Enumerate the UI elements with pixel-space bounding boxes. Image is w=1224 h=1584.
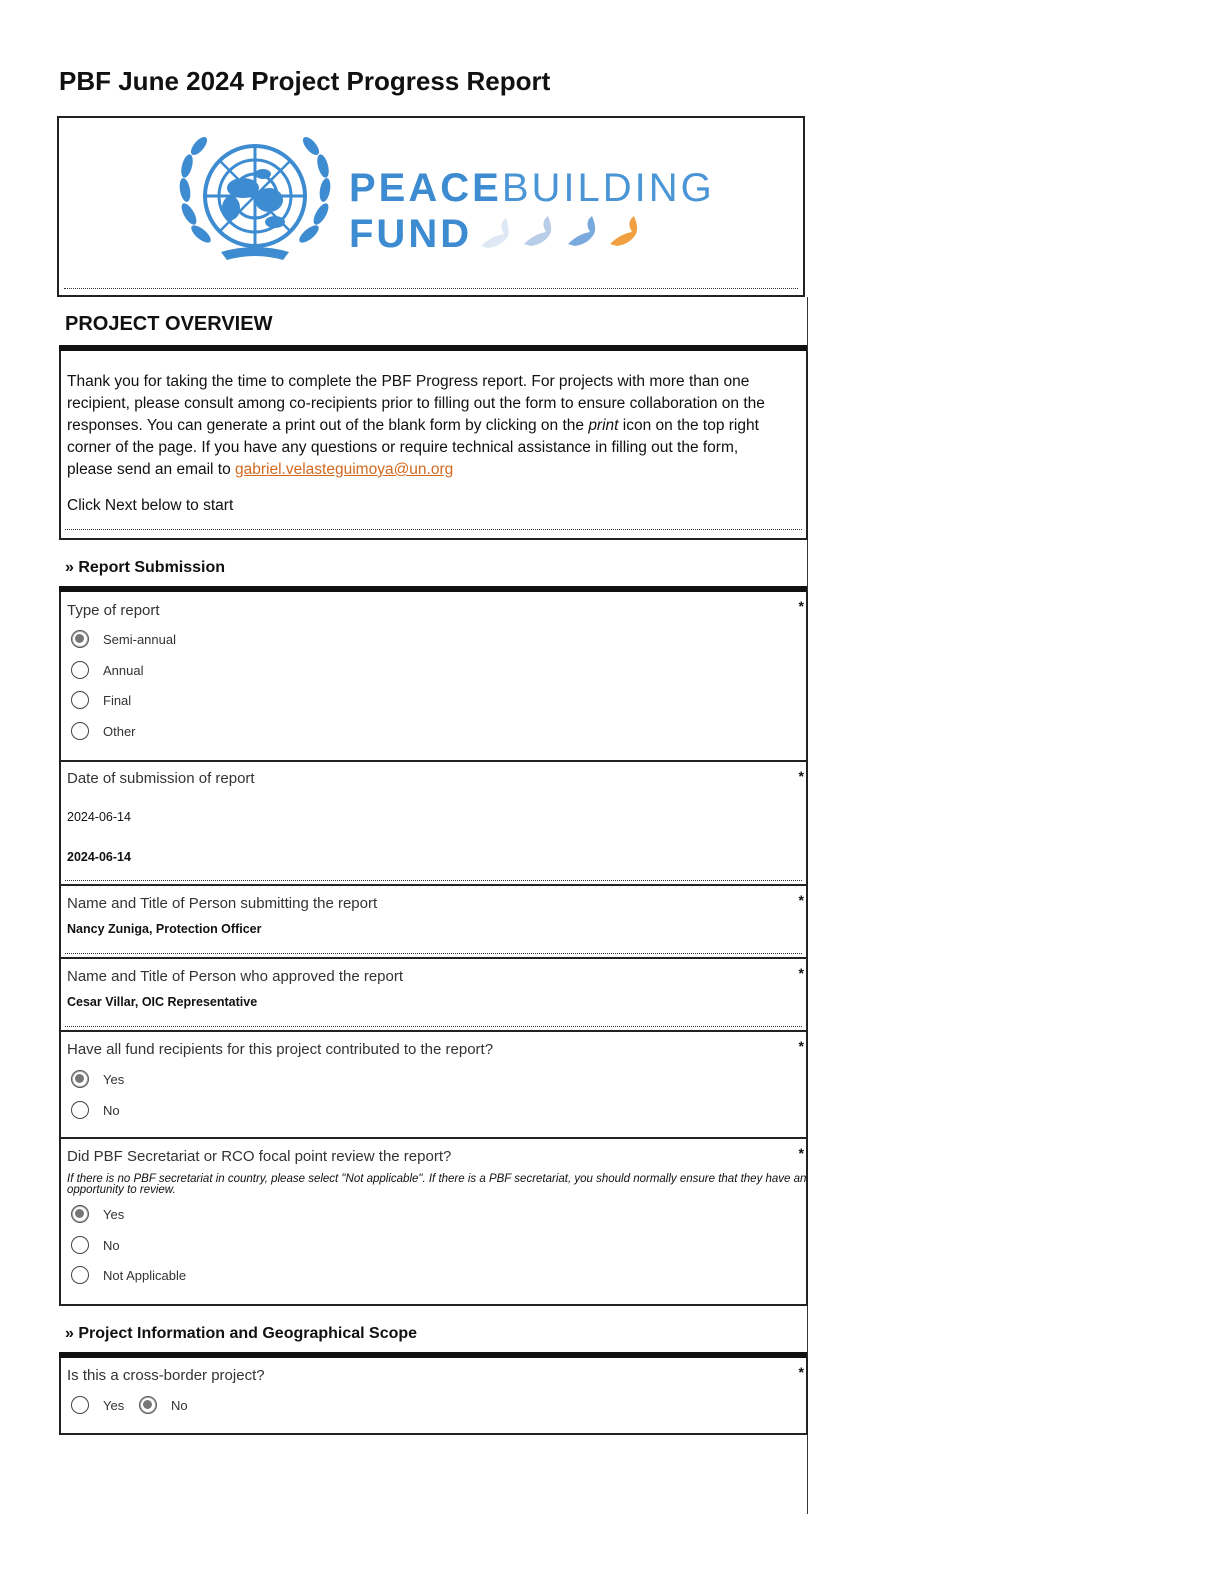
radio-contributed-yes[interactable]: Yes [71,1070,124,1088]
question-label: Did PBF Secretariat or RCO focal point review the report? [67,1148,452,1165]
question-label: Is this a cross-border project? [67,1367,265,1384]
divider [65,880,802,881]
radio-icon[interactable] [71,1236,89,1254]
divider [65,953,802,954]
question-cross-border [59,1358,808,1435]
required-mark: * [798,965,804,981]
radio-icon[interactable] [71,1101,89,1119]
date-input[interactable]: 2024-06-14 [67,810,131,824]
page-title: PBF June 2024 Project Progress Report [59,66,551,96]
radio-final[interactable]: Final [71,691,131,709]
required-mark: * [798,598,804,614]
logo-line2: FUND [349,212,473,256]
submitter-field[interactable]: Nancy Zuniga, Protection Officer [67,922,262,936]
intro-panel [59,351,808,540]
required-mark: * [798,892,804,908]
radio-cross-border-yes[interactable]: Yes [71,1396,124,1414]
date-value: 2024-06-14 [67,850,131,864]
required-mark: * [798,768,804,784]
logo-line1: PEACEBUILDING [349,166,715,210]
radio-contributed-no[interactable]: No [71,1101,120,1119]
divider [65,1026,802,1027]
radio-annual[interactable]: Annual [71,661,143,679]
radio-selected-icon[interactable] [71,1205,89,1223]
radio-icon[interactable] [71,722,89,740]
email-link[interactable]: gabriel.velasteguimoya@un.org [235,461,454,478]
radio-icon[interactable] [71,1396,89,1414]
question-submitter [59,886,808,959]
section-title-project-overview: PROJECT OVERVIEW [65,313,273,335]
question-label: Date of submission of report [67,770,255,787]
question-all-contributed [59,1032,808,1139]
question-secretariat-review [59,1139,808,1306]
radio-semi-annual[interactable]: Semi-annual [71,630,176,648]
radio-cross-border-no[interactable]: No [139,1396,188,1414]
question-type-of-report [59,592,808,762]
question-label: Name and Title of Person submitting the report [67,895,378,912]
radio-icon[interactable] [71,1266,89,1284]
peacebuilding-fund-logo [171,130,715,280]
radio-icon[interactable] [71,691,89,709]
question-label: Name and Title of Person who approved the report [67,968,404,985]
question-label: Type of report [67,602,160,619]
start-text: Click Next below to start [67,497,234,514]
radio-selected-icon[interactable] [139,1396,157,1414]
approver-field[interactable]: Cesar Villar, OIC Representative [67,995,258,1009]
required-mark: * [798,1364,804,1380]
question-label: Have all fund recipients for this project contributed to the report? [67,1041,494,1058]
question-approver [59,959,808,1032]
radio-icon[interactable] [71,661,89,679]
required-mark: * [798,1038,804,1054]
intro-text: Thank you for taking the time to complete the PBF Progress report. For projects with more than one recipient, please consult among co-recipients prior to filling out the form to ensure collaboration on the responses. You can generate a print out of the blank form by clicking on the print icon on the top right corner of the page. If you have any questions or require technical assistance in filling out the form, please send an email to gabriel.velasteguimoya@un.org [67,373,765,478]
dove-icons [476,216,646,256]
radio-other[interactable]: Other [71,722,136,740]
radio-review-no[interactable]: No [71,1236,120,1254]
radio-selected-icon[interactable] [71,1070,89,1088]
radio-review-not-applicable[interactable]: Not Applicable [71,1266,186,1284]
radio-review-yes[interactable]: Yes [71,1205,124,1223]
question-date-of-submission [59,762,808,886]
divider [65,529,802,530]
required-mark: * [798,1145,804,1161]
question-hint: If there is no PBF secretariat in country, please select "Not applicable". If there is a PBF secretariat, you should normally ensure that they have an opportunity to review. [67,1173,807,1196]
section-title-report-submission: » Report Submission [65,559,226,576]
radio-selected-icon[interactable] [71,630,89,648]
section-title-project-information: » Project Information and Geographical Scope [65,1325,418,1342]
logo-banner [57,116,805,297]
divider [64,288,798,289]
un-emblem-icon [171,130,339,270]
